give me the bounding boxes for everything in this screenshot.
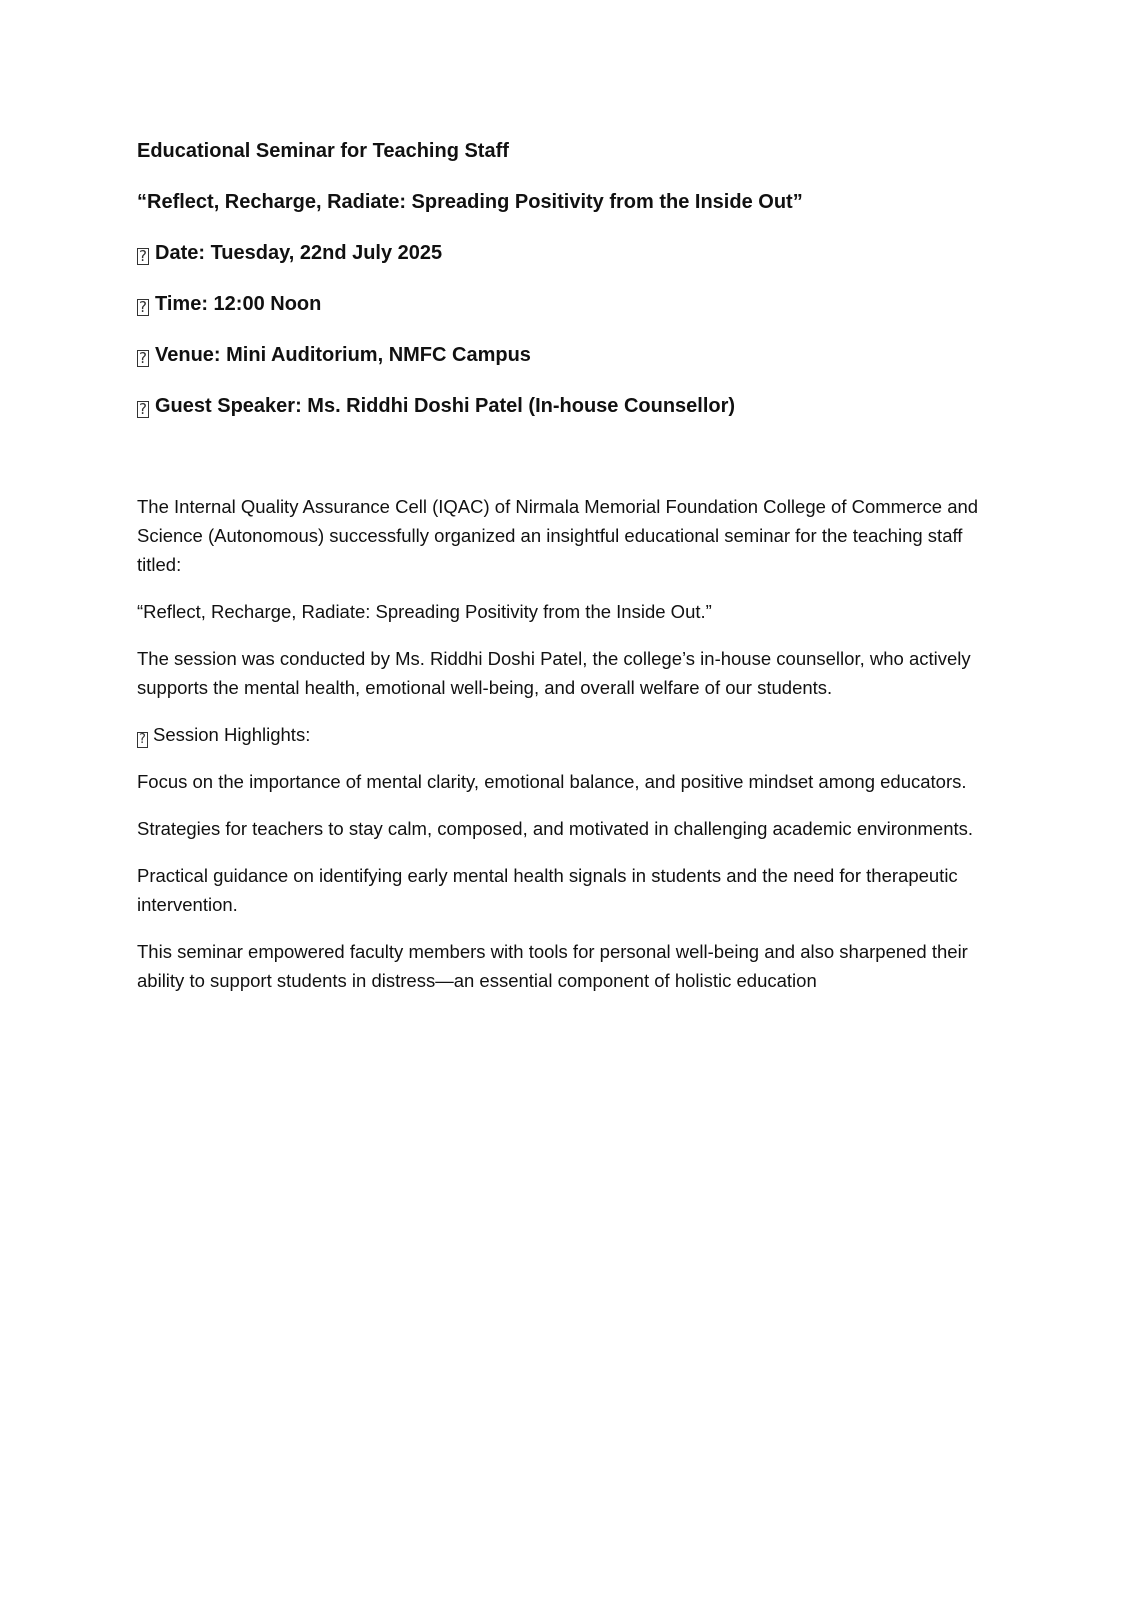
seminar-theme: “Reflect, Recharge, Radiate: Spreading Positivity from the Inside Out” [137, 191, 803, 213]
intro-paragraph: The Internal Quality Assurance Cell (IQAC) of Nirmala Memorial Foundation College of Commerce and Science (Autonomous) successfully organized an insightful educational seminar for the teaching staff titled: [137, 496, 979, 575]
section-spacer [137, 444, 1007, 492]
highlight-item: Focus on the importance of mental clarity, emotional balance, and positive mindset among educators. [137, 771, 967, 792]
venue-line [137, 342, 1007, 368]
speaker-paragraph: The session was conducted by Ms. Riddhi Doshi Patel, the college’s in-house counsellor, who actively supports the mental health, emotional well-being, and overall welfare of our students. [137, 648, 971, 698]
closing-paragraph: This seminar empowered faculty members with tools for personal well-being and also sharpened their ability to support students in distress—an essential component of holistic education [137, 941, 968, 991]
date-text: Date: Tuesday, 22nd July 2025 [155, 242, 443, 264]
time-text: Time: 12:00 Noon [155, 293, 322, 315]
document-content [137, 138, 1007, 1013]
highlights-heading [137, 720, 1007, 749]
speaker-text: Guest Speaker: Ms. Riddhi Doshi Patel (In-house Counsellor) [155, 395, 736, 417]
highlights-heading-text: Session Highlights: [153, 724, 311, 745]
venue-text: Venue: Mini Auditorium, NMFC Campus [155, 344, 531, 366]
speaker-icon: ? [137, 401, 149, 418]
time-line [137, 291, 1007, 317]
highlight-item: Practical guidance on identifying early mental health signals in students and the need for therapeutic intervention. [137, 865, 958, 915]
speaker-line [137, 393, 1007, 419]
calendar-icon: ? [137, 248, 149, 265]
date-line [137, 240, 1007, 266]
highlight-item: Strategies for teachers to stay calm, composed, and motivated in challenging academic environments. [137, 818, 974, 839]
clock-icon: ? [137, 299, 149, 316]
sparkle-icon: ? [137, 732, 148, 748]
seminar-title: Educational Seminar for Teaching Staff [137, 140, 509, 162]
theme-quote: “Reflect, Recharge, Radiate: Spreading Positivity from the Inside Out.” [137, 601, 712, 622]
location-pin-icon: ? [137, 350, 149, 367]
